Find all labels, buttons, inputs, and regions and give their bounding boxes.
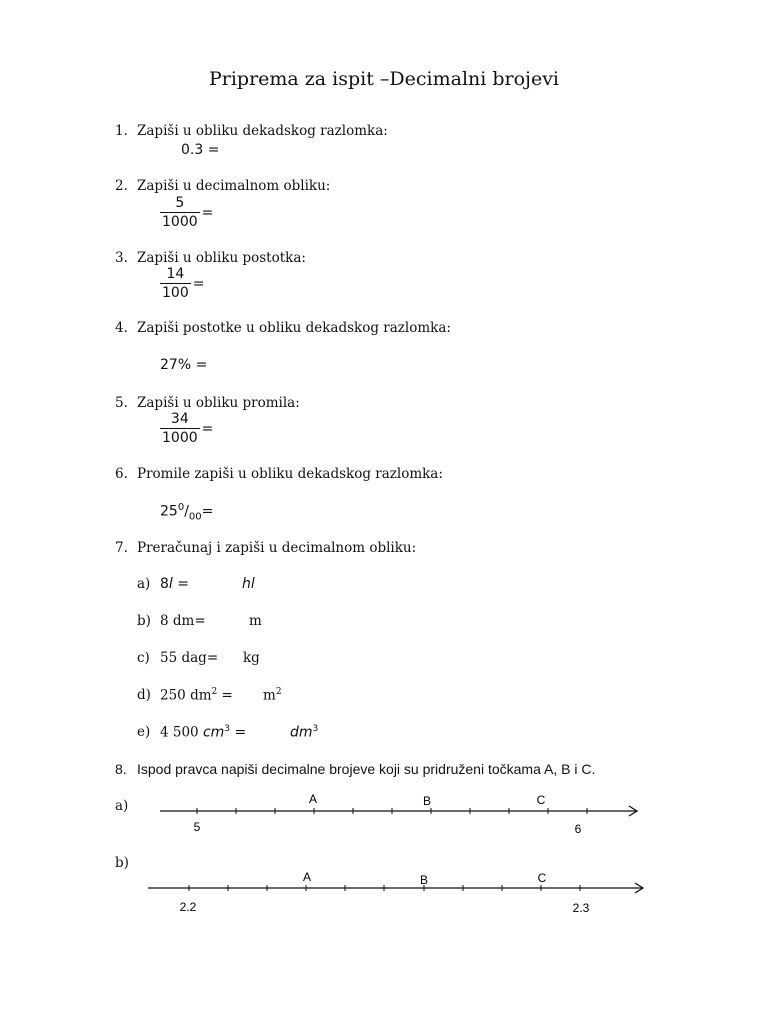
unit: l xyxy=(168,576,173,592)
denominator: 1000 xyxy=(162,430,198,446)
equals-sign: = xyxy=(217,687,233,704)
end-value-label: 2.3 xyxy=(572,901,590,915)
equals-sign: = xyxy=(172,576,189,592)
page-title: Priprema za ispit –Decimalni brojevi xyxy=(208,68,560,90)
start-value-label: 2.2 xyxy=(179,900,197,914)
question-text: Promile zapiši u obliku dekadskog razlomka: xyxy=(137,466,443,482)
number-line-a-label: a) xyxy=(115,798,129,814)
exponent: 3 xyxy=(312,724,319,734)
question-3-fraction xyxy=(160,266,204,302)
point-c-label: C xyxy=(536,793,546,807)
question-text: Zapiši postotke u obliku dekadskog razlomka: xyxy=(137,320,451,336)
conversion-e-left xyxy=(160,724,246,741)
permille-sup: 0 xyxy=(177,502,185,513)
numerator: 5 xyxy=(175,195,185,211)
question-text: Zapiši u obliku postotka: xyxy=(137,250,306,266)
point-a-label: A xyxy=(302,870,312,884)
equals-sign: = xyxy=(230,724,247,741)
question-2-fraction xyxy=(160,195,213,231)
conversion-a xyxy=(137,576,150,592)
denominator: 100 xyxy=(162,285,189,301)
end-value-label: 6 xyxy=(574,822,582,836)
conversion-a-right-unit: hl xyxy=(242,576,255,592)
question-number: 7. xyxy=(115,540,128,556)
conversion-d-left xyxy=(160,687,233,704)
question-number: 5. xyxy=(115,395,128,411)
item-label: a) xyxy=(137,576,151,592)
equals-sign: = xyxy=(194,613,206,629)
question-number: 2. xyxy=(115,178,128,194)
permille-slash: / xyxy=(184,503,189,520)
point-a-label: A xyxy=(308,792,318,806)
conversion-a-left xyxy=(160,576,189,592)
unit: dm xyxy=(172,613,195,629)
question-text: Zapiši u obliku dekadskog razlomka: xyxy=(137,123,388,139)
question-6 xyxy=(115,466,443,482)
value: 55 xyxy=(160,650,178,666)
question-4 xyxy=(115,320,451,336)
unit: m xyxy=(263,687,276,704)
conversion-e-right xyxy=(290,724,318,741)
unit: dm xyxy=(190,687,212,704)
question-number: 1. xyxy=(115,123,128,139)
question-text: Zapiši u obliku promila: xyxy=(137,395,300,411)
point-c-label: C xyxy=(537,871,547,885)
numerator: 34 xyxy=(170,411,189,427)
point-b-label: B xyxy=(422,794,432,808)
question-6-expression xyxy=(160,502,213,522)
question-number: 3. xyxy=(115,250,128,266)
point-b-label: B xyxy=(419,873,429,887)
conversion-d xyxy=(137,687,151,703)
equals-sign: = xyxy=(206,650,219,666)
conversion-c-right-unit: kg xyxy=(243,650,260,666)
equals-sign: = xyxy=(201,205,214,221)
numerator: 14 xyxy=(166,266,185,282)
question-2 xyxy=(115,178,330,194)
number-line-b xyxy=(140,862,650,922)
conversion-c xyxy=(137,650,150,666)
question-number: 8. xyxy=(115,761,127,777)
value: 4 500 xyxy=(160,724,199,741)
value: 8 xyxy=(160,613,169,629)
value: 8 xyxy=(160,576,169,592)
item-label: b) xyxy=(137,613,151,629)
item-label: c) xyxy=(137,650,150,666)
conversion-c-left xyxy=(160,650,218,666)
equals-sign: = xyxy=(201,503,214,520)
denominator: 1000 xyxy=(162,214,198,230)
unit: dm xyxy=(290,724,313,741)
question-7 xyxy=(115,540,416,556)
exponent: 2 xyxy=(211,687,218,697)
question-text: Ispod pravca napiši decimalne brojeve koji su pridruženi točkama A, B i C. xyxy=(137,761,596,777)
unit: dag xyxy=(181,650,207,666)
question-4-expression: 27% = xyxy=(160,357,208,373)
question-text: Preračunaj i zapiši u decimalnom obliku: xyxy=(137,540,417,556)
exponent: 3 xyxy=(224,724,231,734)
question-3 xyxy=(115,250,306,266)
item-label: d) xyxy=(137,687,151,703)
question-1-expression: 0.3 = xyxy=(181,142,220,158)
unit: cm xyxy=(202,724,225,741)
question-1 xyxy=(115,123,388,139)
value: 250 xyxy=(160,687,186,704)
exponent: 2 xyxy=(275,687,282,697)
start-value-label: 5 xyxy=(193,820,201,834)
question-number: 4. xyxy=(115,320,128,336)
conversion-b xyxy=(137,613,151,629)
equals-sign: = xyxy=(192,276,205,292)
question-text: Zapiši u decimalnom obliku: xyxy=(137,178,331,194)
item-label: e) xyxy=(137,724,151,740)
conversion-b-right-unit: m xyxy=(249,613,262,629)
number-line-a xyxy=(150,785,650,840)
question-8 xyxy=(115,761,595,777)
conversion-b-left xyxy=(160,613,206,629)
conversion-e xyxy=(137,724,150,740)
question-5-fraction xyxy=(160,411,213,447)
permille-value: 25 xyxy=(160,503,178,520)
question-number: 6. xyxy=(115,466,128,482)
question-5 xyxy=(115,395,300,411)
permille-sub: 00 xyxy=(188,511,202,523)
conversion-d-right xyxy=(263,687,282,704)
number-line-b-label: b) xyxy=(115,855,129,871)
equals-sign: = xyxy=(201,421,214,437)
